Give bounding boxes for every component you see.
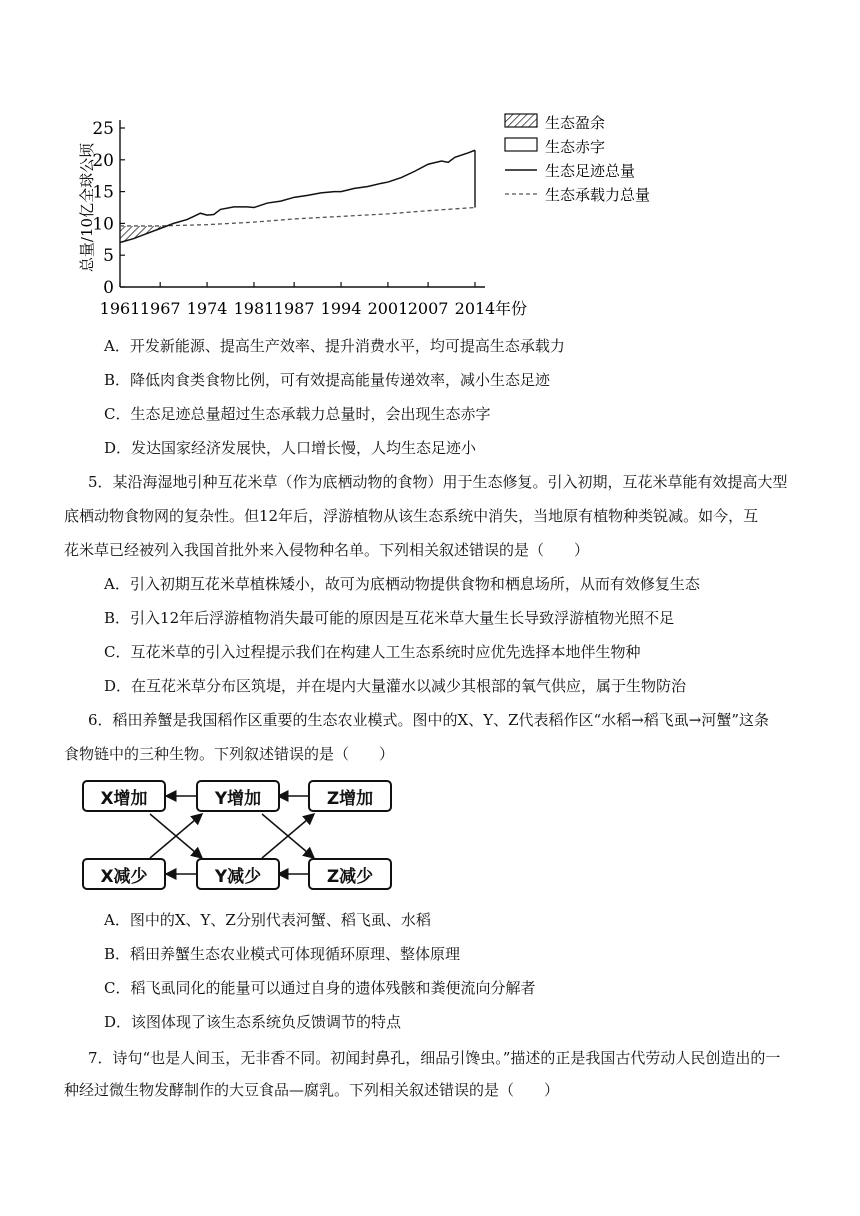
x-tick-label-2007: 2007: [407, 299, 449, 318]
x-axis-label: 年份: [495, 299, 528, 318]
y-tick-label-10: 10: [92, 214, 114, 235]
y-axis-label: 总量/10亿全球公顷: [78, 142, 96, 273]
y-tick-label-20: 20: [92, 150, 114, 171]
q5-option-c: C．互花米草的引入过程提示我们在构建人工生态系统时应优先选择本地伴生物种: [104, 643, 641, 661]
legend-swatch-deficit: [505, 138, 537, 151]
x-tick-label-1967: 1967: [139, 299, 181, 318]
box-z-decrease: Z减少: [308, 858, 392, 890]
q5-stem-line2: 底栖动物食物网的复杂性。但12年后，浮游植物从该生态系统中消失，当地原有植物种类锐减。如今，互: [64, 507, 759, 525]
q4-option-c: C．生态足迹总量超过生态承载力总量时，会出现生态赤字: [104, 405, 491, 423]
x-tick-label-2014: 2014: [454, 299, 496, 318]
ecological-footprint-chart: [60, 100, 700, 330]
x-tick-label-1987: 1987: [273, 299, 315, 318]
legend-label-2: 生态足迹总量: [545, 162, 636, 180]
feedback-diagram: [80, 770, 400, 900]
q4-option-a: A．开发新能源、提高生产效率、提升消费水平，均可提高生态承载力: [104, 337, 565, 355]
y-tick-label-15: 15: [92, 182, 114, 203]
y-tick-label-5: 5: [103, 246, 114, 267]
x-tick-label-2001: 2001: [367, 299, 409, 318]
q5-stem-line3: 花米草已经被列入我国首批外来入侵物种名单。下列相关叙述错误的是（ ）: [64, 541, 590, 559]
legend-label-0: 生态盈余: [545, 114, 606, 132]
q5-option-a: A．引入初期互花米草植株矮小，故可为底栖动物提供食物和栖息场所，从而有效修复生态: [104, 575, 700, 593]
q6-option-d: D．该图体现了该生态系统负反馈调节的特点: [104, 1013, 402, 1031]
q5-option-d: D．在互花米草分布区筑堤，并在堤内大量灌水以减少其根部的氧气供应，属于生物防治: [104, 677, 687, 695]
box-y-increase: Y增加: [196, 780, 280, 812]
box-x-increase: X增加: [82, 780, 166, 812]
q4-option-b: B．降低肉食类食物比例，可有效提高能量传递效率，减小生态足迹: [104, 371, 551, 389]
x-tick-label-1974: 1974: [186, 299, 228, 318]
x-tick-label-1994: 1994: [320, 299, 362, 318]
q5-option-b: B．引入12年后浮游植物消失最可能的原因是互花米草大量生长导致浮游植物光照不足: [104, 609, 675, 627]
q7-stem-line1: 7．诗句“也是人间玉，无非香不同。初闻封鼻孔，细品引馋虫。”描述的正是我国古代劳动人民创造出的一: [88, 1049, 781, 1067]
q6-stem-line2: 食物链中的三种生物。下列叙述错误的是（ ）: [64, 745, 395, 763]
q6-option-c: C．稻飞虱同化的能量可以通过自身的遗体残骸和粪便流向分解者: [104, 979, 536, 997]
q6-option-a: A．图中的X、Y、Z分别代表河蟹、稻飞虱、水稻: [104, 911, 431, 929]
legend-swatch-surplus: [505, 114, 537, 127]
box-x-decrease: X减少: [82, 858, 166, 890]
q5-stem-line1: 5．某沿海湿地引种互花米草（作为底栖动物的食物）用于生态修复。引入初期，互花米草能有效提高大型: [88, 473, 788, 491]
q7-stem-line2: 种经过微生物发酵制作的大豆食品—腐乳。下列相关叙述错误的是（ ）: [64, 1081, 560, 1099]
box-y-decrease: Y减少: [196, 858, 280, 890]
legend-label-1: 生态赤字: [545, 138, 606, 156]
q6-stem-line1: 6．稻田养蟹是我国稻作区重要的生态农业模式。图中的X、Y、Z代表稻作区“水稻→稻飞虱→河蟹”这条: [88, 711, 770, 729]
legend-label-3: 生态承载力总量: [545, 186, 651, 204]
x-tick-label-1981: 1981: [233, 299, 275, 318]
q6-option-b: B．稻田养蟹生态农业模式可体现循环原理、整体原理: [104, 945, 461, 963]
y-tick-label-0: 0: [103, 278, 114, 298]
x-tick-label-1961: 1961: [99, 299, 141, 318]
y-tick-label-25: 25: [92, 119, 114, 139]
box-z-increase: Z增加: [308, 780, 392, 812]
q4-option-d: D．发达国家经济发展快，人口增长慢，人均生态足迹小: [104, 439, 477, 457]
footprint-line: [120, 150, 475, 242]
